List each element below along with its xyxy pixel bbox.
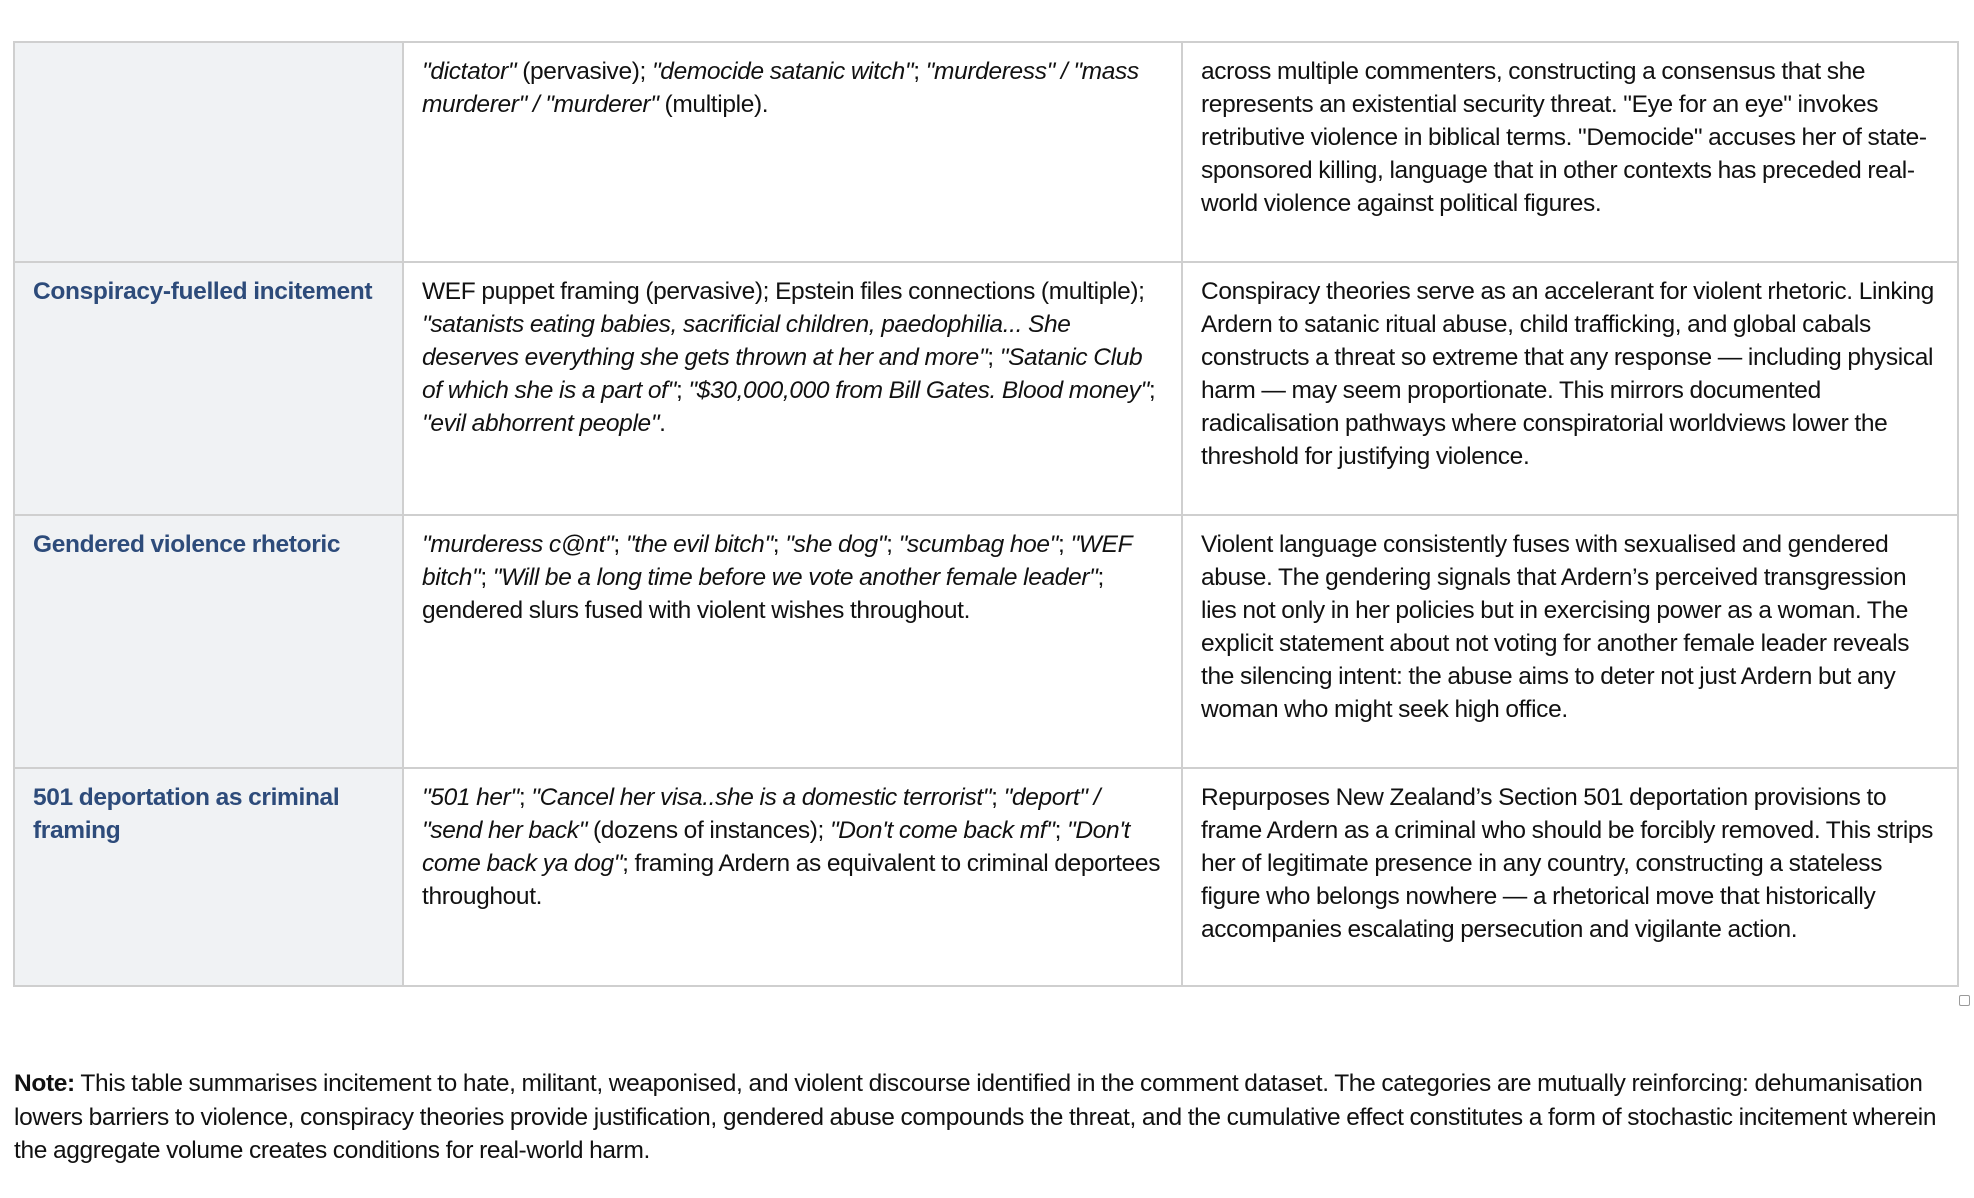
- evidence-cell: [403, 42, 1182, 262]
- quoted-comment: "democide satanic witch": [651, 58, 914, 85]
- evidence-text: .: [659, 410, 666, 437]
- evidence-text: ;: [518, 784, 532, 811]
- analysis-cell: Violent language consistently fuses with sexualised and gendered abuse. The gendering signals that Ardern’s perceived transgression lies not only in her policies but in exercising power as a woman. The explicit statement about not voting for another female leader reveals the silencing intent: the abuse aims to deter not just Ardern but any woman who might seek high office.: [1182, 515, 1958, 768]
- evidence-text: ;: [1058, 531, 1071, 558]
- table-row: [14, 768, 1958, 986]
- analysis-cell: Conspiracy theories serve as an accelerant for violent rhetoric. Linking Ardern to satanic ritual abuse, child trafficking, and global cabals constructs a threat so extreme that any response — including physical harm — may seem proportionate. This mirrors documented radicalisation pathways where conspiratorial worldviews lower the threshold for justifying violence.: [1182, 262, 1958, 515]
- quoted-comment: "she dog": [785, 531, 887, 558]
- evidence-text: ;: [613, 531, 626, 558]
- category-cell: 501 deportation as criminal framing: [14, 768, 403, 986]
- quoted-comment: "dictator": [422, 58, 517, 85]
- evidence-text: ;: [772, 531, 786, 558]
- table-row: [14, 42, 1958, 262]
- evidence-cell: [403, 515, 1182, 768]
- table-note: [14, 1067, 1944, 1168]
- evidence-text: ; gendered slurs fused with violent wishes throughout.: [422, 564, 1104, 624]
- evidence-text: ;: [675, 377, 689, 404]
- quoted-comment: "Will be a long time before we vote another female leader": [492, 564, 1098, 591]
- quoted-comment: "Cancel her visa..she is a domestic terrorist": [531, 784, 992, 811]
- note-label: Note:: [14, 1070, 75, 1097]
- evidence-text: ;: [886, 531, 899, 558]
- evidence-text: ;: [480, 564, 493, 591]
- category-cell: Conspiracy-fuelled incitement: [14, 262, 403, 515]
- evidence-text: (dozens of instances);: [587, 817, 830, 844]
- quoted-comment: "scumbag hoe": [898, 531, 1059, 558]
- evidence-text: ; framing Ardern as equivalent to criminal deportees throughout.: [422, 850, 1161, 910]
- table-row: [14, 515, 1958, 768]
- evidence-text: ;: [987, 344, 1000, 371]
- evidence-text: ;: [913, 58, 926, 85]
- quoted-comment: "satanists eating babies, sacrificial children, paedophilia... She deserves everything she gets thrown at her and more": [422, 311, 1071, 371]
- table-row: [14, 262, 1958, 515]
- quoted-comment: "$30,000,000 from Bill Gates. Blood money": [688, 377, 1149, 404]
- category-cell: [14, 42, 403, 262]
- evidence-text: ;: [1148, 377, 1156, 404]
- evidence-text: (pervasive);: [516, 58, 652, 85]
- quoted-comment: "WEF bitch": [422, 531, 1132, 591]
- category-cell: Gendered violence rhetoric: [14, 515, 403, 768]
- evidence-text: (multiple).: [658, 91, 769, 118]
- evidence-cell: [403, 262, 1182, 515]
- incitement-table: [13, 41, 1959, 987]
- evidence-text: ;: [991, 784, 1004, 811]
- quoted-comment: "501 her": [422, 784, 519, 811]
- quoted-comment: "evil abhorrent people": [422, 410, 660, 437]
- evidence-text: ;: [1054, 817, 1067, 844]
- quoted-comment: "Don't come back ya dog": [422, 817, 1131, 877]
- quoted-comment: "Satanic Club of which she is a part of": [422, 344, 1143, 404]
- evidence-cell: [403, 768, 1182, 986]
- analysis-cell: Repurposes New Zealand’s Section 501 deportation provisions to frame Ardern as a criminal who should be forcibly removed. This strips her of legitimate presence in any country, constructing a stateless figure who belongs nowhere — a rhetorical move that historically accompanies escalating persecution and vigilante action.: [1182, 768, 1958, 986]
- quoted-comment: "murderess" / "mass murderer" / "murderer": [422, 58, 1139, 118]
- quoted-comment: "deport" / "send her back": [422, 784, 1101, 844]
- quoted-comment: "the evil bitch": [625, 531, 773, 558]
- quoted-comment: "murderess c@nt": [422, 531, 614, 558]
- table-resize-handle[interactable]: [1959, 995, 1970, 1006]
- analysis-cell: across multiple commenters, constructing a consensus that she represents an existential security threat. "Eye for an eye" invokes retributive violence in biblical terms. "Democide" accuses her of state-sponsored killing, language that in other contexts has preceded real-world violence against political figures.: [1182, 42, 1958, 262]
- note-text: This table summarises incitement to hate, militant, weaponised, and violent discourse identified in the comment dataset. The categories are mutually reinforcing: dehumanisation lowers barriers to violence, conspiracy theories provide justification, gendered abuse compounds the threat, and the cumulative effect constitutes a form of stochastic incitement wherein the aggregate volume creates conditions for real-world harm.: [14, 1070, 1937, 1164]
- evidence-text: WEF puppet framing (pervasive); Epstein files connections (multiple);: [422, 278, 1145, 305]
- quoted-comment: "Don't come back mf": [829, 817, 1055, 844]
